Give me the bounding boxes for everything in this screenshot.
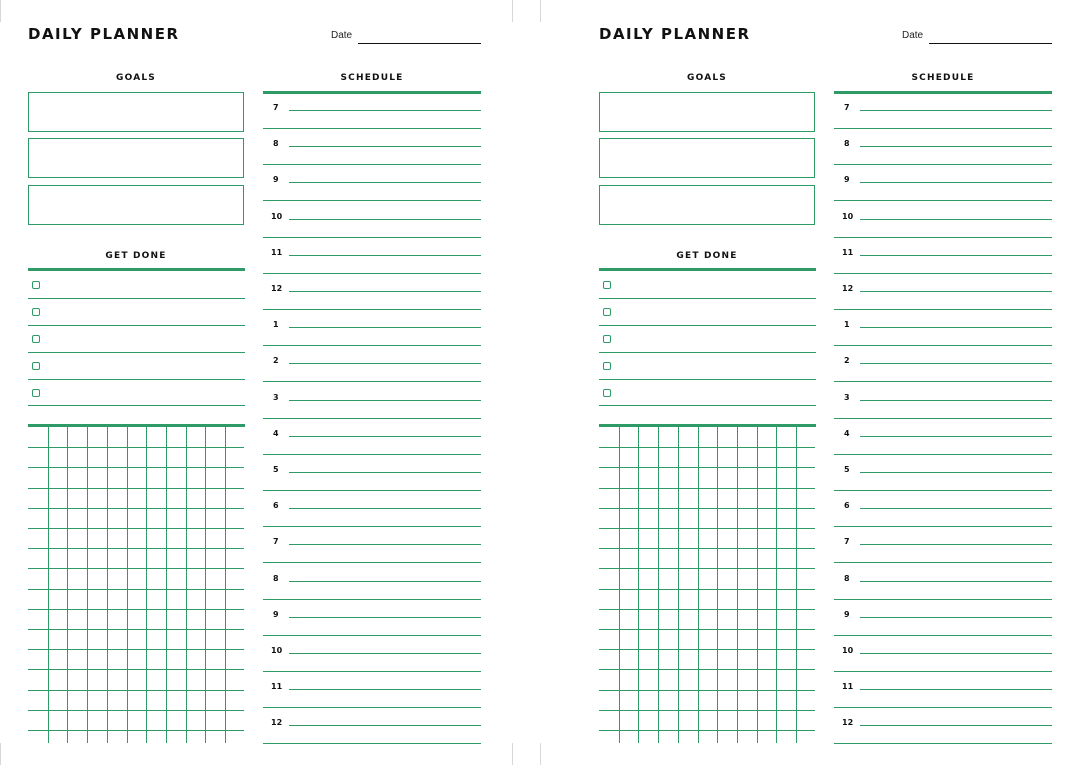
hour-label: 10 (271, 646, 283, 655)
hour-label: 1 (273, 320, 279, 330)
hour-label: 5 (273, 465, 279, 474)
hour-line[interactable] (289, 291, 481, 292)
task-checkbox[interactable] (32, 389, 40, 397)
grid-column-line (638, 427, 639, 743)
task-line[interactable] (599, 379, 816, 380)
hour-line[interactable] (289, 363, 481, 364)
hour-line[interactable] (289, 436, 481, 437)
schedule-hour-row[interactable] (263, 419, 481, 455)
task-line[interactable] (599, 298, 816, 299)
hour-label: 3 (844, 392, 850, 402)
task-checkbox[interactable] (32, 308, 40, 316)
hour-label: 9 (273, 609, 279, 619)
grid-row-line (599, 508, 815, 509)
hour-label: 8 (273, 139, 279, 149)
task-line[interactable] (599, 352, 816, 353)
grid-column-line (87, 427, 88, 743)
grid-row-line (599, 649, 815, 650)
task-line[interactable] (28, 352, 245, 353)
hour-label: 10 (842, 646, 854, 655)
grid-column-line (796, 427, 797, 743)
hour-line[interactable] (289, 689, 481, 690)
schedule-hour-row[interactable] (263, 708, 481, 744)
date-field[interactable] (929, 43, 1052, 44)
grid-row-line (28, 589, 244, 590)
hour-line[interactable] (289, 544, 481, 545)
grid-row-line (599, 669, 815, 670)
grid-row-line (28, 508, 244, 509)
grid-row-line (599, 710, 815, 711)
goal-box[interactable] (599, 92, 815, 132)
hour-line[interactable] (289, 508, 481, 509)
hour-label: 3 (273, 392, 279, 402)
grid-column-line (757, 427, 758, 743)
grid-column-line (107, 427, 108, 743)
hour-label: 11 (842, 247, 854, 257)
task-checkbox[interactable] (32, 362, 40, 370)
schedule-hour-row[interactable] (834, 600, 1052, 636)
hour-label: 4 (273, 428, 279, 438)
task-line[interactable] (28, 325, 245, 326)
hour-line[interactable] (289, 110, 481, 111)
hour-line[interactable] (860, 110, 1052, 111)
schedule-hour-row[interactable] (834, 455, 1052, 491)
grid-row-line (28, 690, 244, 691)
grid-column-line (186, 427, 187, 743)
hour-label: 8 (273, 573, 279, 583)
grid-column-line (67, 427, 68, 743)
grid-row-line (28, 528, 244, 529)
schedule-hour-row[interactable] (834, 672, 1052, 708)
get-done-title: GET DONE (676, 251, 738, 261)
schedule-hour-row[interactable] (263, 202, 481, 238)
schedule-hour-row[interactable] (263, 455, 481, 491)
schedule-hour-row[interactable] (263, 527, 481, 563)
task-checkbox[interactable] (603, 308, 611, 316)
hour-label: 6 (844, 501, 850, 511)
grid-row-line (599, 609, 815, 610)
hour-line[interactable] (289, 327, 481, 328)
hour-line[interactable] (860, 363, 1052, 364)
hour-label: 2 (844, 356, 850, 366)
hour-label: 9 (844, 175, 850, 185)
grid-column-line (127, 427, 128, 743)
goals-title: GOALS (687, 73, 727, 83)
page-title: DAILY PLANNER (28, 25, 180, 43)
task-line[interactable] (28, 379, 245, 380)
task-checkbox[interactable] (603, 389, 611, 397)
schedule-hour-row[interactable] (263, 129, 481, 165)
task-line[interactable] (28, 298, 245, 299)
hour-line[interactable] (289, 255, 481, 256)
hour-line[interactable] (289, 472, 481, 473)
grid-row-line (28, 730, 244, 731)
hour-label: 2 (273, 356, 279, 366)
schedule-hour-row[interactable] (263, 564, 481, 600)
grid-row-line (28, 488, 244, 489)
hour-line[interactable] (860, 219, 1052, 220)
hour-label: 11 (842, 682, 854, 692)
grid-row-line (599, 589, 815, 590)
goal-box[interactable] (28, 185, 244, 225)
hour-label: 8 (844, 573, 850, 583)
schedule-hour-row[interactable] (263, 672, 481, 708)
schedule-title: SCHEDULE (340, 73, 404, 83)
half-hour-line[interactable] (834, 743, 1052, 744)
hour-line[interactable] (860, 436, 1052, 437)
hour-line[interactable] (289, 653, 481, 654)
hour-line[interactable] (860, 146, 1052, 147)
grid-column-line (658, 427, 659, 743)
grid-row-line (28, 467, 244, 468)
hour-line[interactable] (289, 581, 481, 582)
hour-line[interactable] (860, 689, 1052, 690)
task-checkbox[interactable] (32, 335, 40, 343)
goal-box[interactable] (28, 92, 244, 132)
grid-row-line (28, 710, 244, 711)
get-done-rule (599, 268, 816, 271)
hour-label: 12 (842, 718, 854, 728)
date-label: Date (902, 30, 924, 41)
schedule-hour-row[interactable] (834, 238, 1052, 274)
schedule-hour-row[interactable] (834, 636, 1052, 672)
schedule-hour-row[interactable] (263, 165, 481, 201)
hour-line[interactable] (860, 472, 1052, 473)
task-checkbox[interactable] (32, 281, 40, 289)
hour-label: 9 (273, 175, 279, 185)
schedule-hour-row[interactable] (263, 636, 481, 672)
hour-line[interactable] (860, 182, 1052, 183)
grid-row-line (599, 447, 815, 448)
grid-row-line (599, 467, 815, 468)
hour-label: 7 (844, 103, 850, 112)
schedule-hour-row[interactable] (834, 419, 1052, 455)
hour-label: 1 (844, 320, 850, 330)
grid-row-line (599, 528, 815, 529)
grid-column-line (698, 427, 699, 743)
hour-line[interactable] (860, 400, 1052, 401)
hour-line[interactable] (289, 182, 481, 183)
grid-row-line (28, 649, 244, 650)
grid-row-line (599, 730, 815, 731)
hour-label: 6 (273, 501, 279, 511)
grid-column-line (225, 427, 226, 743)
schedule-hour-row[interactable] (263, 491, 481, 527)
hour-line[interactable] (289, 146, 481, 147)
goal-box[interactable] (28, 138, 244, 178)
goal-box[interactable] (599, 185, 815, 225)
grid-row-line (28, 568, 244, 569)
schedule-hour-row[interactable] (263, 600, 481, 636)
schedule-hour-row[interactable] (834, 383, 1052, 419)
task-checkbox[interactable] (603, 335, 611, 343)
grid-column-line (678, 427, 679, 743)
hour-line[interactable] (289, 219, 481, 220)
task-line[interactable] (599, 325, 816, 326)
grid-row-line (599, 548, 815, 549)
schedule-hour-row[interactable] (834, 564, 1052, 600)
schedule-hour-row[interactable] (834, 708, 1052, 744)
crop-mark (540, 0, 541, 22)
hour-label: 7 (273, 537, 279, 547)
hour-label: 7 (844, 537, 850, 547)
grid-column-line (619, 427, 620, 743)
grid-column-line (776, 427, 777, 743)
hour-line[interactable] (860, 508, 1052, 509)
notes-grid[interactable] (28, 427, 244, 743)
schedule-hour-row[interactable] (263, 274, 481, 310)
grid-row-line (28, 447, 244, 448)
grid-row-line (28, 548, 244, 549)
hour-label: 4 (844, 428, 850, 438)
hour-label: 5 (844, 465, 850, 474)
schedule-hour-row[interactable] (834, 93, 1052, 129)
schedule-title: SCHEDULE (911, 73, 975, 83)
date-label: Date (331, 30, 353, 41)
get-done-rule (28, 268, 245, 271)
get-done-title: GET DONE (105, 251, 167, 261)
schedule-hour-row[interactable] (263, 383, 481, 419)
hour-line[interactable] (860, 327, 1052, 328)
planner-page-right (571, 0, 1080, 765)
grid-column-line (166, 427, 167, 743)
grid-row-line (28, 629, 244, 630)
hour-line[interactable] (860, 653, 1052, 654)
schedule-hour-row[interactable] (263, 93, 481, 129)
task-line[interactable] (599, 405, 816, 406)
half-hour-line[interactable] (263, 743, 481, 744)
hour-line[interactable] (860, 617, 1052, 618)
hour-label: 11 (271, 682, 283, 692)
task-line[interactable] (28, 405, 245, 406)
hour-label: 12 (271, 718, 283, 728)
hour-line[interactable] (289, 725, 481, 726)
grid-column-line (48, 427, 49, 743)
schedule-hour-row[interactable] (834, 202, 1052, 238)
schedule-hour-row[interactable] (834, 274, 1052, 310)
schedule-hour-row[interactable] (263, 346, 481, 382)
grid-column-line (737, 427, 738, 743)
hour-line[interactable] (860, 581, 1052, 582)
schedule-hour-row[interactable] (834, 129, 1052, 165)
hour-line[interactable] (289, 400, 481, 401)
schedule-hour-row[interactable] (263, 310, 481, 346)
date-field[interactable] (358, 43, 481, 44)
grid-row-line (599, 568, 815, 569)
hour-label: 9 (844, 609, 850, 619)
goal-box[interactable] (599, 138, 815, 178)
hour-line[interactable] (860, 725, 1052, 726)
hour-line[interactable] (860, 291, 1052, 292)
grid-column-line (146, 427, 147, 743)
notes-grid[interactable] (599, 427, 815, 743)
hour-label: 8 (844, 139, 850, 149)
hour-label: 10 (842, 211, 854, 221)
page-title: DAILY PLANNER (599, 25, 751, 43)
schedule-hour-row[interactable] (834, 527, 1052, 563)
goals-title: GOALS (116, 73, 156, 83)
schedule-hour-row[interactable] (263, 238, 481, 274)
hour-label: 10 (271, 211, 283, 221)
schedule-hour-row[interactable] (834, 165, 1052, 201)
schedule-hour-row[interactable] (834, 491, 1052, 527)
hour-label: 7 (273, 103, 279, 112)
crop-mark (540, 743, 541, 765)
grid-row-line (599, 629, 815, 630)
hour-line[interactable] (860, 544, 1052, 545)
hour-line[interactable] (289, 617, 481, 618)
hour-label: 11 (271, 247, 283, 257)
schedule-hour-row[interactable] (834, 346, 1052, 382)
grid-column-line (717, 427, 718, 743)
grid-row-line (28, 609, 244, 610)
grid-row-line (599, 488, 815, 489)
hour-label: 12 (842, 284, 854, 293)
hour-line[interactable] (860, 255, 1052, 256)
task-checkbox[interactable] (603, 281, 611, 289)
grid-row-line (28, 669, 244, 670)
grid-column-line (205, 427, 206, 743)
hour-label: 12 (271, 284, 283, 293)
task-checkbox[interactable] (603, 362, 611, 370)
schedule-hour-row[interactable] (834, 310, 1052, 346)
grid-row-line (599, 690, 815, 691)
